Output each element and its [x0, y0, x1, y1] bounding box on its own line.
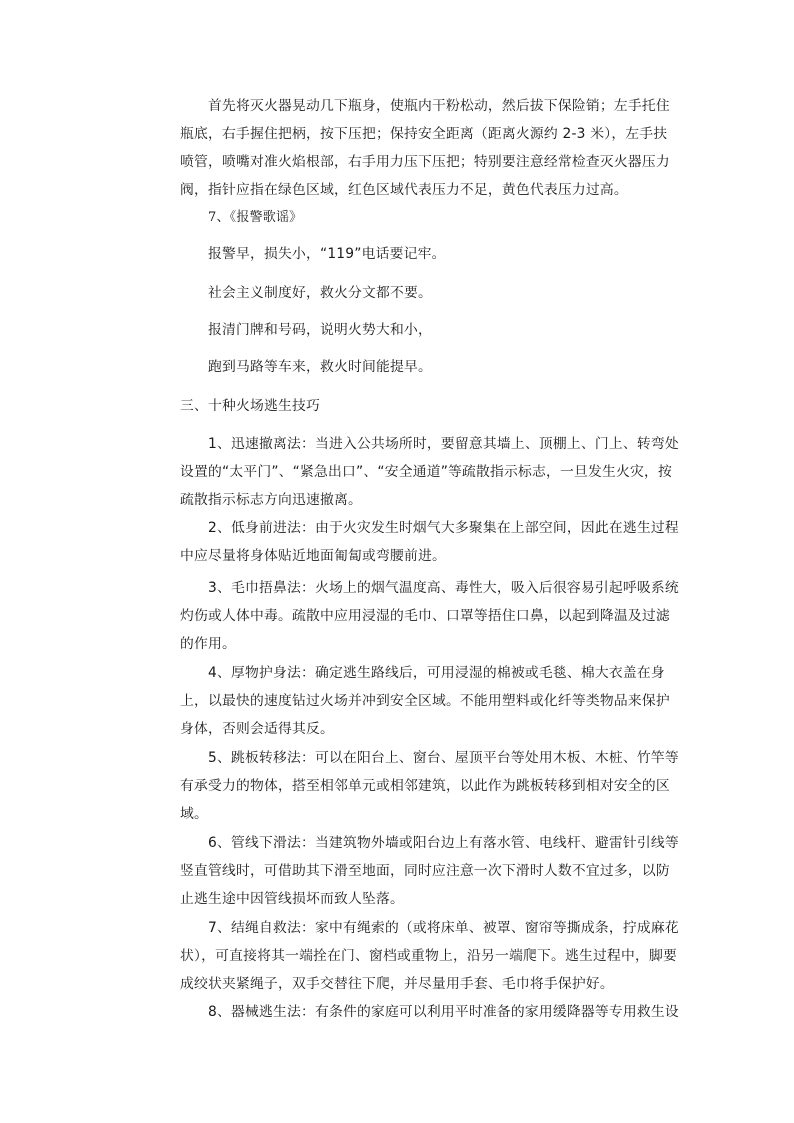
technique-paragraph: 5、跳板转移法：可以在阳台上、窗台、屋顶平台等处用木板、木桩、竹竿等有承受力的物体，搭至相邻单元或相邻建筑，以此作为跳板转移到相对安全的区域。	[180, 750, 679, 822]
alarm-song-line: 社会主义制度好，救火分文都不要。	[208, 285, 432, 301]
section-title: 三、十种火场逃生技巧	[180, 398, 320, 414]
alarm-song-line: 跑到马路等车来，救火时间能提早。	[208, 359, 432, 375]
alarm-song-line: 报警早，损失小，“119”电话要记牢。	[208, 246, 446, 262]
technique-paragraph: 2、低身前进法：由于火灾发生时烟气大多聚集在上部空间，因此在逃生过程中应尽量将身体贴近地面匍匐或弯腰前进。	[180, 520, 679, 564]
intro-paragraph: 首先将灭火器晃动几下瓶身，使瓶内干粉松动，然后拔下保险销；左手托住瓶底，右手握住把柄，按下压把；保持安全距离（距离火源约 2-3 米），左手扶喷管，喷嘴对准火焰根部，右手用力压下压把；特别要注意经常检查灭火器压力阀，指针应指在绿色区域，红色区域代表压力不足，黄色代表压力过高。	[180, 98, 670, 198]
alarm-song-line: 报清门牌和号码，说明火势大和小，	[208, 322, 432, 338]
alarm-song-title: 7、《报警歌谣》	[208, 210, 303, 225]
technique-paragraph: 4、厚物护身法：确定逃生路线后，可用浸湿的棉被或毛毯、棉大衣盖在身上，以最快的速度钻过火场并冲到安全区域。不能用塑料或化纤等类物品来保护身体，否则会适得其反。	[180, 665, 670, 737]
technique-paragraph: 6、管线下滑法：当建筑物外墙或阳台边上有落水管、电线杆、避雷针引线等竖直管线时，可借助其下滑至地面，同时应注意一次下滑时人数不宜过多，以防止逃生途中因管线损坏而致人坠落。	[180, 835, 679, 907]
technique-paragraph: 7、结绳自救法：家中有绳索的（或将床单、被罩、窗帘等撕成条，拧成麻花状），可直接将其一端拴在门、窗档或重物上，沿另一端爬下。逃生过程中，脚要成绞状夹紧绳子，双手交替往下爬，并尽量用手套、毛巾将手保护好。	[180, 920, 679, 992]
technique-paragraph: 1、迅速撤离法：当进入公共场所时，要留意其墙上、顶棚上、门上、转弯处设置的“太平门”、“紧急出口”、“安全通道”等疏散指示标志，一旦发生火灾，按疏散指示标志方向迅速撤离。	[180, 436, 679, 508]
technique-paragraph: 8、器械逃生法：有条件的家庭可以利用平时准备的家用缓降器等专用救生设	[208, 1004, 679, 1020]
technique-paragraph: 3、毛巾捂鼻法：火场上的烟气温度高、毒性大，吸入后很容易引起呼吸系统灼伤或人体中毒。疏散中应用浸湿的毛巾、口罩等捂住口鼻，以起到降温及过滤的作用。	[180, 580, 679, 652]
